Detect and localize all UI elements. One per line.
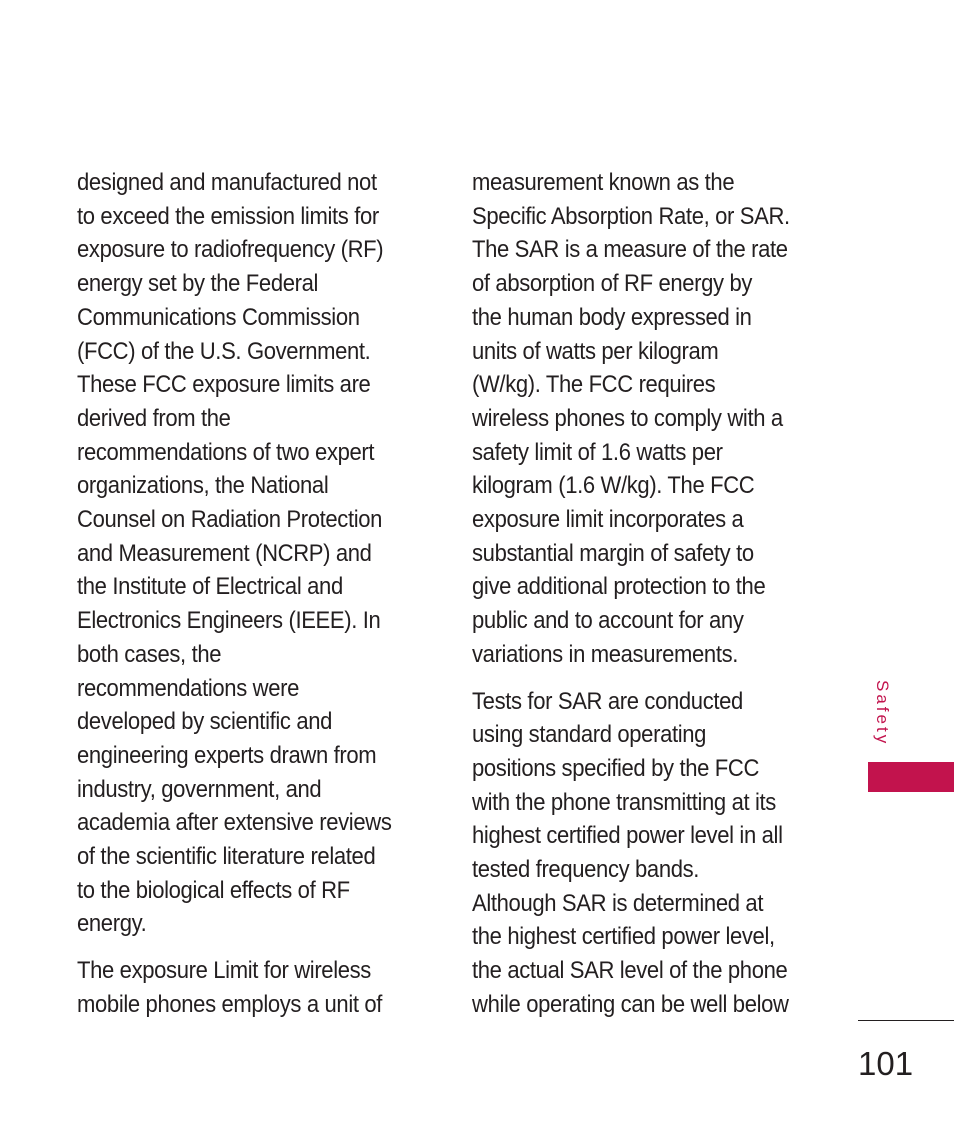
page-number: 101 — [858, 1045, 914, 1082]
text-line: The exposure Limit for wireless — [77, 957, 371, 985]
text-line: highest certified power level in all — [472, 822, 783, 850]
text-line: variations in measurements. — [472, 640, 739, 668]
text-line: while operating can be well below — [472, 990, 789, 1018]
text-line: These FCC exposure limits are — [77, 371, 371, 399]
text-line: using standard operating — [472, 721, 707, 749]
text-line: safety limit of 1.6 watts per — [472, 438, 723, 466]
text-line: energy set by the Federal — [77, 270, 319, 298]
text-line: substantial margin of safety to — [472, 539, 754, 567]
right-column — [472, 166, 790, 1022]
text-line: units of watts per kilogram — [472, 337, 719, 365]
text-line: wireless phones to comply with a — [472, 404, 783, 432]
text-line: derived from the — [77, 404, 231, 432]
section-tab-label: Safety — [873, 680, 892, 747]
paragraph-sar-definition — [472, 166, 790, 672]
text-line: Although SAR is determined at — [472, 889, 764, 917]
text-line: both cases, the — [77, 640, 222, 668]
left-column — [77, 166, 391, 1022]
text-line: public and to account for any — [472, 607, 744, 635]
text-line: to exceed the emission limits for — [77, 202, 379, 230]
text-line: give additional protection to the — [472, 573, 766, 601]
text-line: the highest certified power level, — [472, 923, 775, 951]
text-line: with the phone transmitting at its — [472, 788, 776, 816]
text-line: the human body expressed in — [472, 303, 752, 331]
text-line: mobile phones employs a unit of — [77, 990, 383, 1018]
text-line: to the biological effects of RF — [77, 876, 350, 904]
text-line: kilogram (1.6 W/kg). The FCC — [472, 472, 755, 500]
text-line: The SAR is a measure of the rate — [472, 236, 788, 264]
text-line: designed and manufactured not — [77, 169, 377, 196]
paragraph-fcc-limits — [77, 166, 391, 941]
text-line: of absorption of RF energy by — [472, 270, 753, 298]
text-line: engineering experts drawn from — [77, 741, 377, 769]
text-line: and Measurement (NCRP) and — [77, 539, 372, 567]
text-line: of the scientific literature related — [77, 843, 376, 871]
text-line: positions specified by the FCC — [472, 754, 760, 782]
text-line: Tests for SAR are conducted — [472, 687, 743, 715]
text-line: (W/kg). The FCC requires — [472, 371, 716, 399]
paragraph-sar-tests — [472, 685, 790, 1022]
text-line: recommendations were — [77, 674, 299, 702]
text-line: organizations, the National — [77, 472, 329, 500]
text-line: Electronics Engineers (IEEE). In — [77, 607, 381, 635]
text-line: academia after extensive reviews — [77, 809, 392, 837]
page-number-divider — [858, 1020, 954, 1021]
text-line: Counsel on Radiation Protection — [77, 506, 383, 534]
text-line: exposure limit incorporates a — [472, 506, 744, 534]
text-line: the actual SAR level of the phone — [472, 957, 788, 985]
text-line: energy. — [77, 910, 147, 938]
text-line: measurement known as the — [472, 169, 735, 196]
text-line: recommendations of two expert — [77, 438, 375, 466]
text-line: (FCC) of the U.S. Government. — [77, 337, 371, 365]
text-line: tested frequency bands. — [472, 856, 700, 884]
text-line: the Institute of Electrical and — [77, 573, 343, 601]
text-line: Specific Absorption Rate, or SAR. — [472, 202, 790, 230]
section-tab-marker — [868, 762, 954, 792]
text-line: Communications Commission — [77, 303, 360, 331]
paragraph-exposure-limit — [77, 954, 391, 1021]
text-line: developed by scientific and — [77, 708, 333, 736]
text-line: industry, government, and — [77, 775, 322, 803]
text-line: exposure to radiofrequency (RF) — [77, 236, 384, 264]
